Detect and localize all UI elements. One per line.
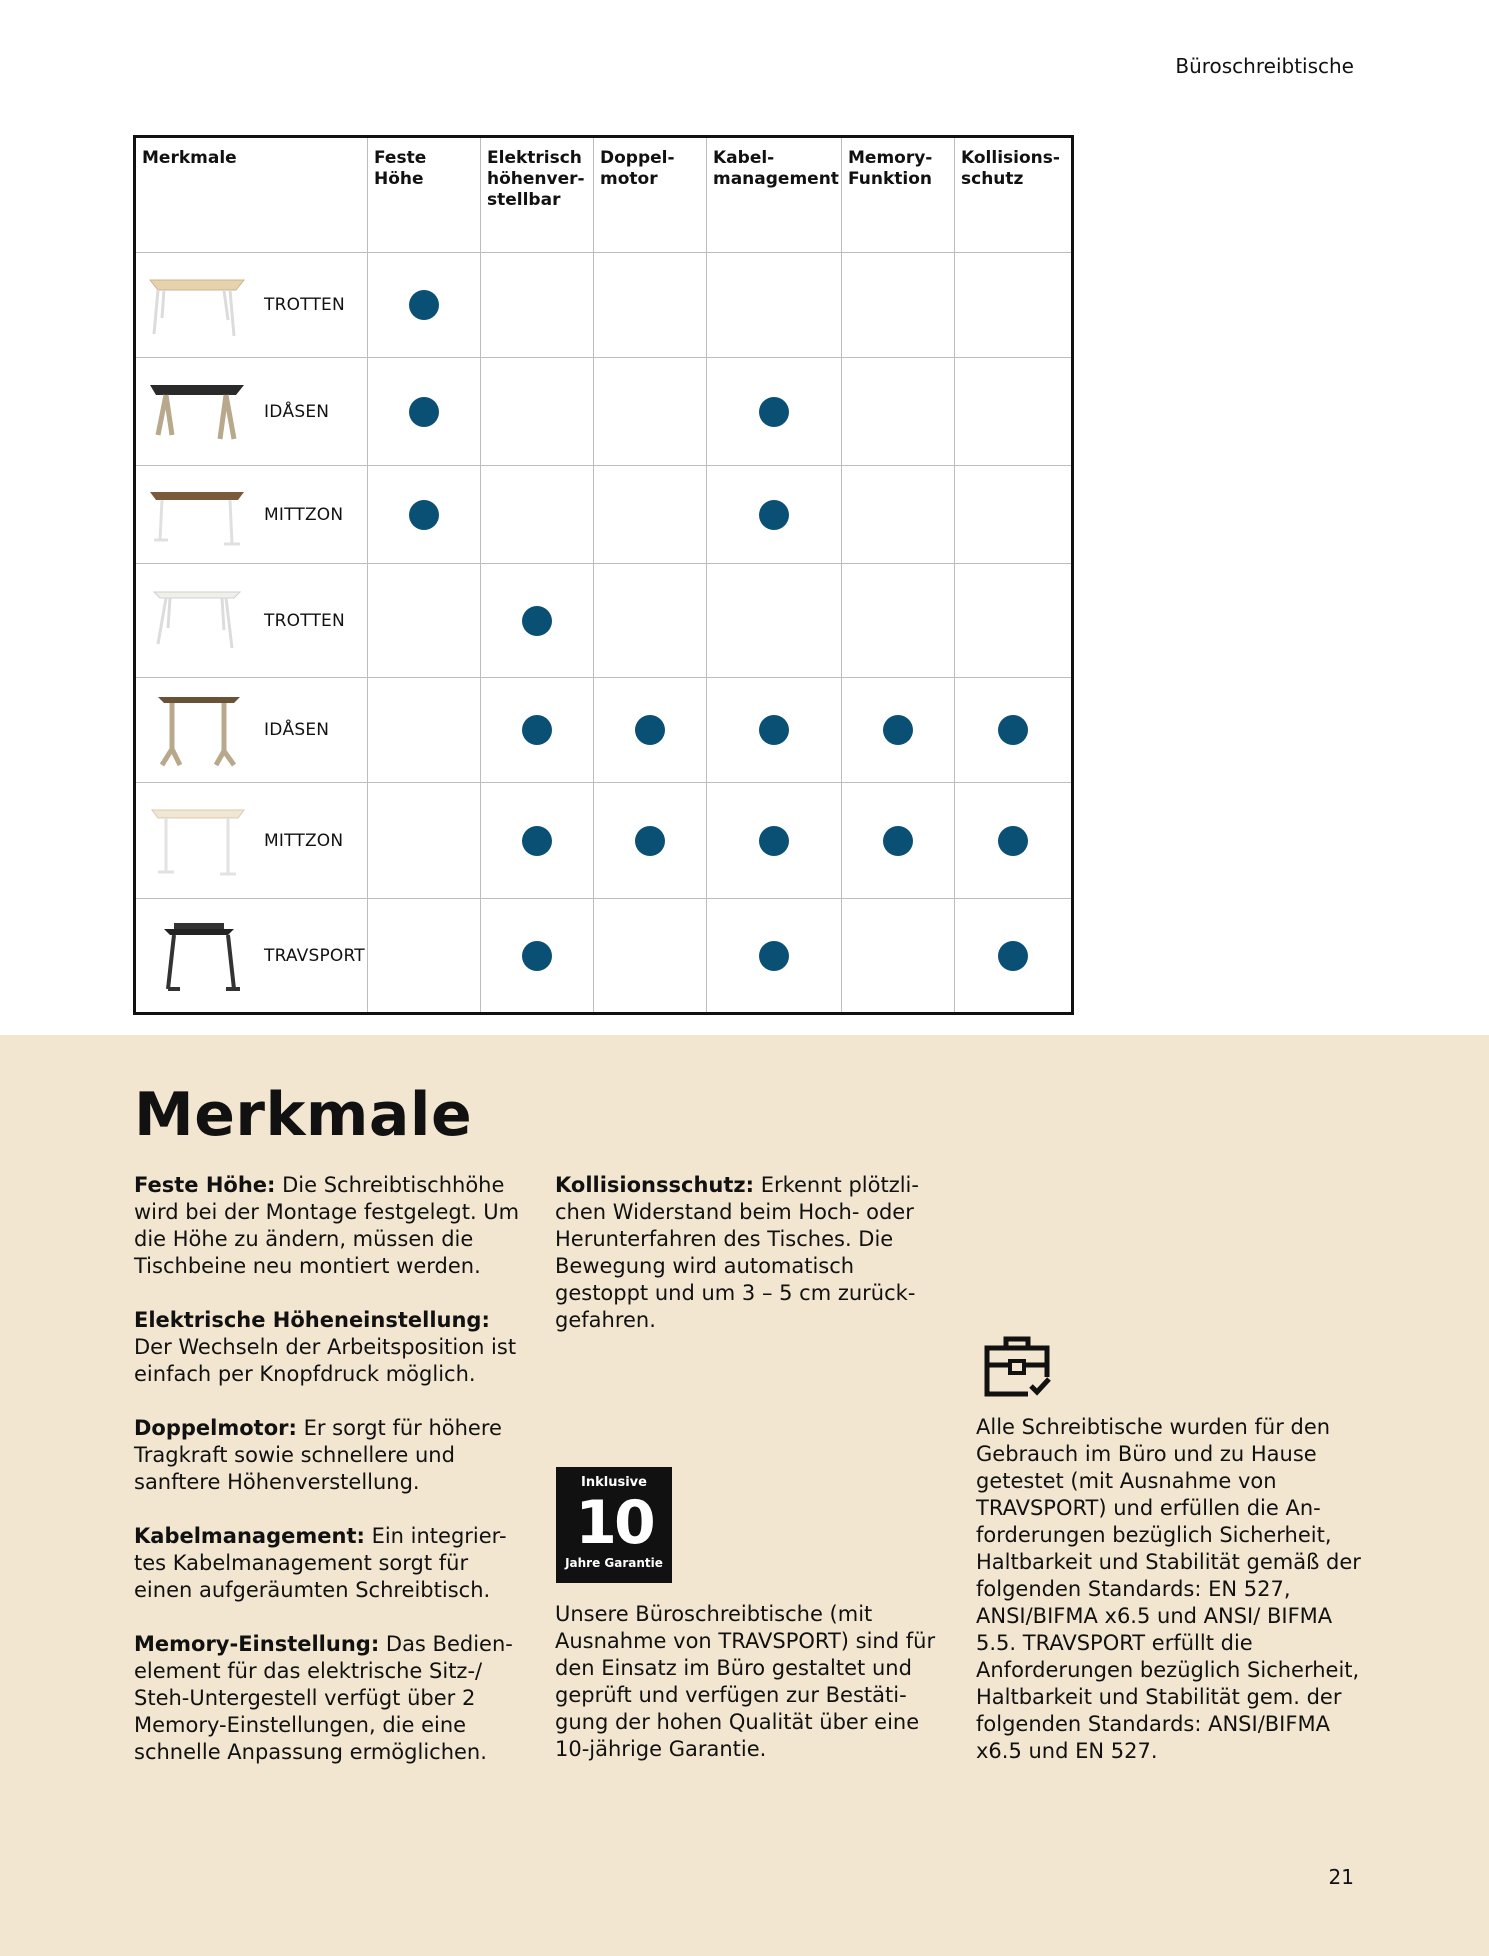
table-row xyxy=(135,564,1073,678)
product-thumbnail xyxy=(144,919,248,993)
product-name: TROTTEN xyxy=(264,295,345,315)
feature-cell-kabel xyxy=(707,899,842,1014)
warranty-badge-bottom: Jahre Garantie xyxy=(565,1556,663,1570)
feature-dot xyxy=(522,826,552,856)
feature-dot xyxy=(998,941,1028,971)
feature-dot xyxy=(759,397,789,427)
feature-dot xyxy=(759,500,789,530)
table-row xyxy=(135,466,1073,564)
feature-description: Kabelmanagement: Ein integrier-tes Kabelmanagement sorgt für einen aufgeräumten Schreibtisch. xyxy=(134,1524,507,1602)
feature-cell-doppelmotor xyxy=(594,564,707,678)
warranty-badge-top: Inklusive xyxy=(581,1475,647,1490)
certification-text xyxy=(976,1414,1366,1792)
feature-cell-doppelmotor xyxy=(594,899,707,1014)
certification-description: Alle Schreibtische wurden für den Gebrauch im Büro und zu Hause getestet (mit Ausnahme von TRAVSPORT) und erfüllen die An-forderungen bezüglich Sicherheit, Haltbarkeit und Stabilität gemäß der folgenden Standards: EN 527, ANSI/BIFMA x6.5 und ANSI/ BIFMA 5.5. TRAVSPORT erfüllt die Anforderungen bezüglich Sicherheit, Haltbarkeit und Stabilität gem. der folgenden Standards: ANSI/BIFMA x6.5 und EN 527. xyxy=(976,1415,1361,1763)
product-thumbnail xyxy=(144,478,248,552)
feature-cell-elektrisch xyxy=(481,358,594,466)
feature-cell-kabel xyxy=(707,358,842,466)
feature-dot xyxy=(409,290,439,320)
column-header: Memory-Funktion xyxy=(842,137,955,253)
feature-dot xyxy=(635,826,665,856)
feature-cell-memory xyxy=(842,253,955,358)
briefcase-check-icon xyxy=(984,1335,1054,1397)
feature-dot xyxy=(522,941,552,971)
product-name: MITTZON xyxy=(264,830,344,851)
feature-cell-kollision xyxy=(955,253,1073,358)
product-cell xyxy=(135,358,368,466)
table-row xyxy=(135,253,1073,358)
feature-cell-elektrisch xyxy=(481,678,594,783)
feature-dot xyxy=(883,826,913,856)
feature-cell-kollision xyxy=(955,678,1073,783)
feature-cell-feste_hoehe xyxy=(368,678,481,783)
feature-cell-feste_hoehe xyxy=(368,783,481,899)
feature-cell-feste_hoehe xyxy=(368,253,481,358)
feature-cell-kabel xyxy=(707,678,842,783)
feature-cell-memory xyxy=(842,678,955,783)
feature-cell-kabel xyxy=(707,783,842,899)
feature-cell-kollision xyxy=(955,783,1073,899)
feature-cell-kollision xyxy=(955,358,1073,466)
feature-cell-kollision xyxy=(955,466,1073,564)
product-cell xyxy=(135,564,368,678)
product-name: MITTZON xyxy=(264,504,344,525)
feature-description: Kollisionsschutz: Erkennt plötzli-chen Widerstand beim Hoch- oder Herunterfahren des Tisches. Die Bewegung wird automatisch gestoppt und um 3 – 5 cm zurück-gefahren. xyxy=(555,1173,919,1332)
feature-dot xyxy=(998,715,1028,745)
feature-dot xyxy=(759,941,789,971)
feature-dot xyxy=(409,397,439,427)
feature-cell-doppelmotor xyxy=(594,678,707,783)
feature-cell-memory xyxy=(842,783,955,899)
column-header: Merkmale xyxy=(135,137,368,253)
feature-dot xyxy=(998,826,1028,856)
feature-cell-feste_hoehe xyxy=(368,564,481,678)
product-thumbnail xyxy=(144,584,248,658)
product-cell xyxy=(135,466,368,564)
feature-dot xyxy=(759,715,789,745)
column-header: Feste Höhe xyxy=(368,137,481,253)
column-header: Doppel-motor xyxy=(594,137,707,253)
warranty-text xyxy=(555,1601,945,1790)
feature-cell-memory xyxy=(842,564,955,678)
feature-dot xyxy=(522,606,552,636)
feature-cell-elektrisch xyxy=(481,899,594,1014)
features-section-title: Merkmale xyxy=(134,1080,473,1150)
page-section-header: Büroschreibtische xyxy=(1175,54,1354,78)
column-header: Kollisions-schutz xyxy=(955,137,1073,253)
warranty-badge-years: 10 xyxy=(575,1488,653,1558)
feature-dot xyxy=(635,715,665,745)
feature-description: Doppelmotor: Er sorgt für höhere Tragkraft sowie schnellere und sanftere Höhenverstellung. xyxy=(134,1416,502,1494)
feature-dot xyxy=(883,715,913,745)
table-row xyxy=(135,899,1073,1014)
product-thumbnail xyxy=(144,804,248,878)
product-cell xyxy=(135,899,368,1014)
feature-description: Memory-Einstellung: Das Bedien-element für das elektrische Sitz-/ Steh-Untergestell verfügt über 2 Memory-Einstellungen, die eine schnelle Anpassung ermöglichen. xyxy=(134,1632,513,1764)
warranty-badge xyxy=(556,1467,672,1583)
product-cell xyxy=(135,253,368,358)
feature-cell-memory xyxy=(842,358,955,466)
feature-cell-elektrisch xyxy=(481,564,594,678)
feature-cell-doppelmotor xyxy=(594,783,707,899)
column-header: Kabel-management xyxy=(707,137,842,253)
feature-dot xyxy=(409,500,439,530)
feature-cell-feste_hoehe xyxy=(368,466,481,564)
feature-cell-elektrisch xyxy=(481,253,594,358)
feature-cell-doppelmotor xyxy=(594,358,707,466)
table-header-row xyxy=(135,137,1073,253)
feature-cell-kollision xyxy=(955,899,1073,1014)
product-thumbnail xyxy=(144,375,248,449)
feature-dot xyxy=(522,715,552,745)
feature-cell-kabel xyxy=(707,564,842,678)
feature-cell-elektrisch xyxy=(481,783,594,899)
features-column-middle xyxy=(555,1172,945,1361)
features-column-left xyxy=(134,1172,524,1793)
feature-cell-doppelmotor xyxy=(594,466,707,564)
feature-cell-memory xyxy=(842,899,955,1014)
table-row xyxy=(135,783,1073,899)
feature-cell-feste_hoehe xyxy=(368,358,481,466)
feature-cell-kabel xyxy=(707,466,842,564)
column-header: Elektrisch höhenver-stellbar xyxy=(481,137,594,253)
product-name: IDÅSEN xyxy=(264,720,330,740)
product-cell xyxy=(135,783,368,899)
feature-cell-doppelmotor xyxy=(594,253,707,358)
product-name: IDÅSEN xyxy=(264,401,330,422)
product-thumbnail xyxy=(144,693,248,767)
feature-description: Elektrische Höheneinstellung: Der Wechseln der Arbeitsposition ist einfach per Knopfdruck möglich. xyxy=(134,1308,517,1386)
table-row xyxy=(135,678,1073,783)
feature-cell-kabel xyxy=(707,253,842,358)
feature-dot xyxy=(759,826,789,856)
product-name: TRAVSPORT xyxy=(264,945,365,966)
feature-cell-elektrisch xyxy=(481,466,594,564)
product-name: TROTTEN xyxy=(264,610,345,631)
feature-description: Feste Höhe: Die Schreibtischhöhe wird bei der Montage festgelegt. Um die Höhe zu ändern, müssen die Tischbeine neu montiert werden. xyxy=(134,1173,520,1278)
feature-cell-kollision xyxy=(955,564,1073,678)
feature-cell-feste_hoehe xyxy=(368,899,481,1014)
feature-cell-memory xyxy=(842,466,955,564)
table-row xyxy=(135,358,1073,466)
page-number: 21 xyxy=(1328,1865,1354,1889)
product-cell xyxy=(135,678,368,783)
warranty-description: Unsere Büroschreibtische (mit Ausnahme von TRAVSPORT) sind für den Einsatz im Büro gestaltet und geprüft und verfügen zur Bestäti-gung der hohen Qualität über eine 10-jährige Garantie. xyxy=(555,1602,936,1761)
product-thumbnail xyxy=(144,268,248,342)
feature-comparison-table xyxy=(133,135,1074,1015)
